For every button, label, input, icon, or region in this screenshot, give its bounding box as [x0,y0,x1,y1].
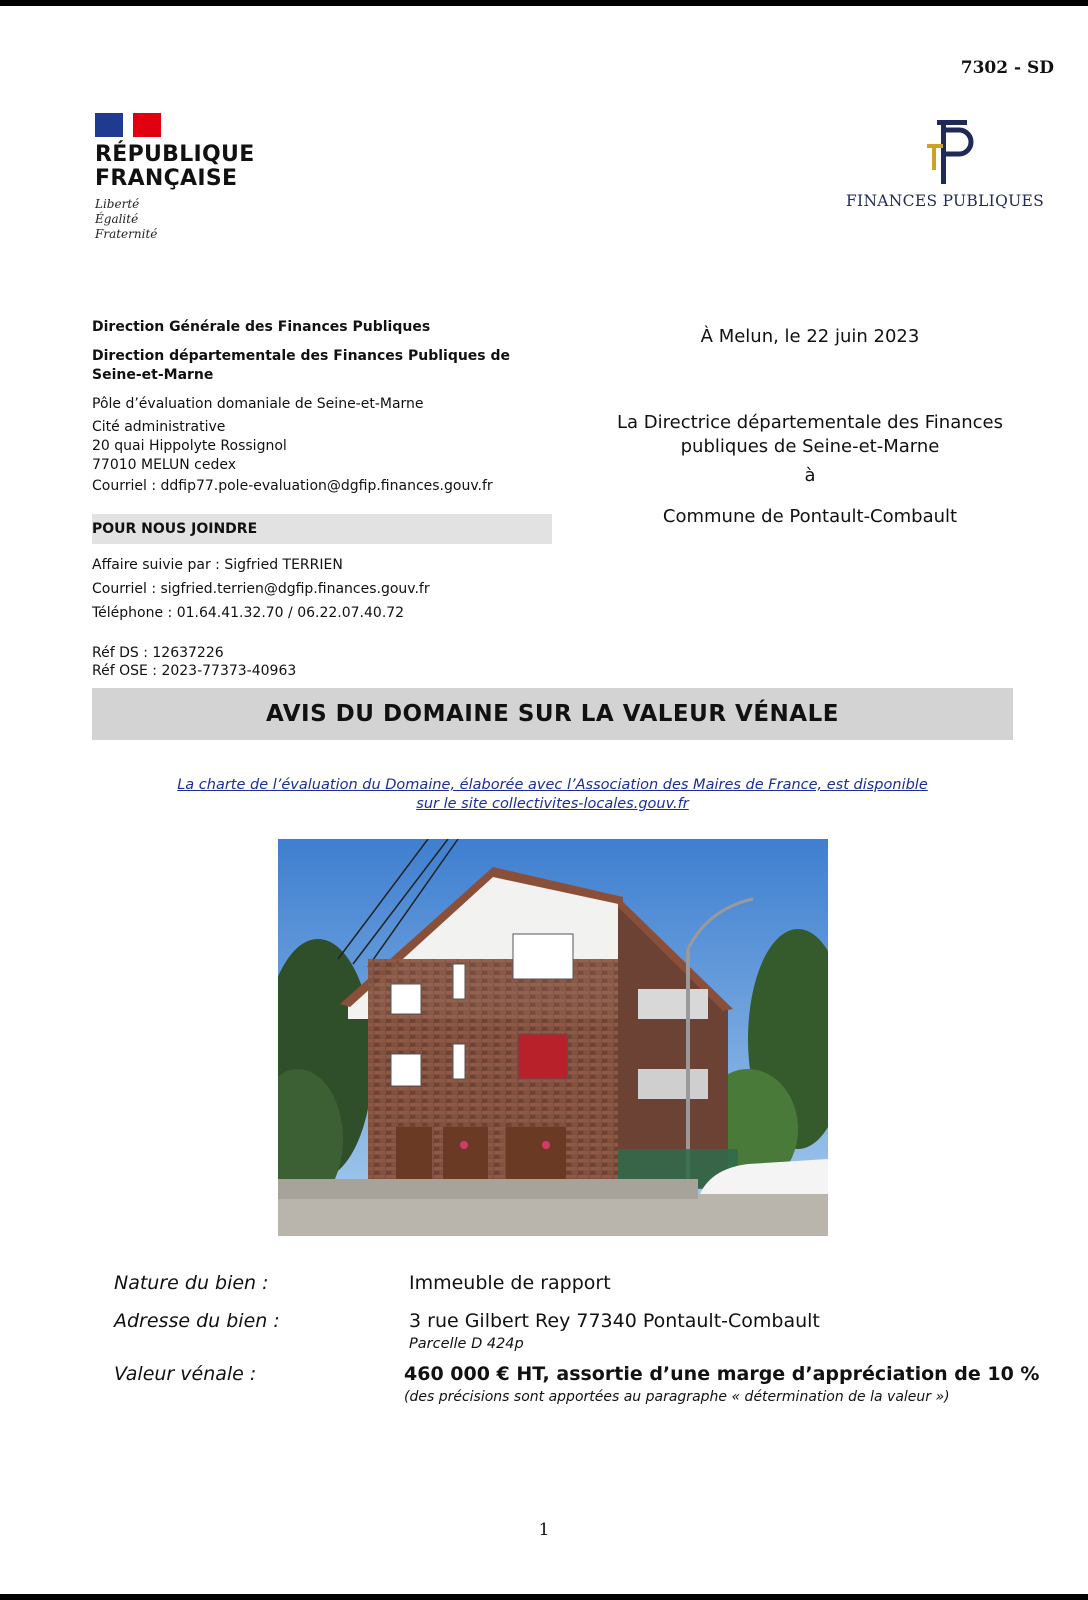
sender-title: La Directrice départementale des Finances publiques de Seine-et-Marne [617,412,1003,457]
agent-name: Affaire suivie par : Sigfried TERRIEN [92,557,343,573]
recipient-to: à [804,465,816,486]
finances-publiques-name: FINANCES PUBLIQUES [845,192,1045,210]
page-number: 1 [538,1520,550,1540]
rf-motto: Liberté Égalité Fraternité [95,197,158,241]
finances-publiques-logo [840,118,1050,210]
nature-value: Immeuble de rapport [409,1272,611,1294]
sender-email: Courriel : ddfip77.pole-evaluation@dgfip.finances.gouv.fr [92,478,493,494]
document-title: AVIS DU DOMAINE SUR LA VALEUR VÉNALE [92,688,1013,740]
rf-name: RÉPUBLIQUE FRANÇAISE [95,142,255,191]
value-amount: 460 000 € HT, assortie d’une marge d’appréciation de 10 % [404,1363,1040,1385]
address-line-2: 20 quai Hippolyte Rossignol [92,438,287,454]
references [92,644,552,680]
sender-block [92,318,552,496]
contact-header: POUR NOUS JOINDRE [92,514,552,544]
agent-phone: Téléphone : 01.64.41.32.70 / 06.22.07.40.72 [92,605,405,621]
parcel-value: Parcelle D 424p [409,1336,524,1352]
agent-email: Courriel : sigfried.terrien@dgfip.finances.gouv.fr [92,581,430,597]
bottom-border [0,1594,1088,1600]
recipient-commune: Commune de Pontault-Combault [662,506,958,527]
address-label: Adresse du bien : [114,1310,280,1332]
pole-name: Pôle d’évaluation domaniale de Seine-et-Marne [92,396,424,412]
ddfip-name: Direction départementale des Finances Publiques de Seine-et-Marne [92,348,511,383]
nature-label: Nature du bien : [114,1272,269,1294]
republique-francaise-logo [95,113,265,242]
contact-block [92,553,552,625]
form-code: 7302 - SD [960,58,1054,78]
ref-ose: Réf OSE : 2023-77373-40963 [92,663,297,679]
letter-date: À Melun, le 22 juin 2023 [700,326,920,347]
recipient-block [600,325,1020,529]
top-border [0,0,1088,6]
value-label: Valeur vénale : [114,1363,257,1385]
address-line-3: 77010 MELUN cedex [92,457,237,473]
finances-publiques-mark-icon [915,118,975,188]
address-line-1: Cité administrative [92,419,226,435]
charter-link[interactable]: La charte de l’évaluation du Domaine, élaborée avec l’Association des Maires de France, est disponible sur le site collectivites-locales.gouv.fr [177,777,928,812]
building-photo [278,839,828,1236]
charter-notice [92,776,1013,814]
dgfip-name: Direction Générale des Finances Publiques [92,319,431,335]
value-note: (des précisions sont apportées au paragraphe « détermination de la valeur ») [404,1389,950,1405]
french-flag-icon [95,113,161,137]
ref-ds: Réf DS : 12637226 [92,645,224,661]
address-value: 3 rue Gilbert Rey 77340 Pontault-Combault [409,1310,820,1332]
